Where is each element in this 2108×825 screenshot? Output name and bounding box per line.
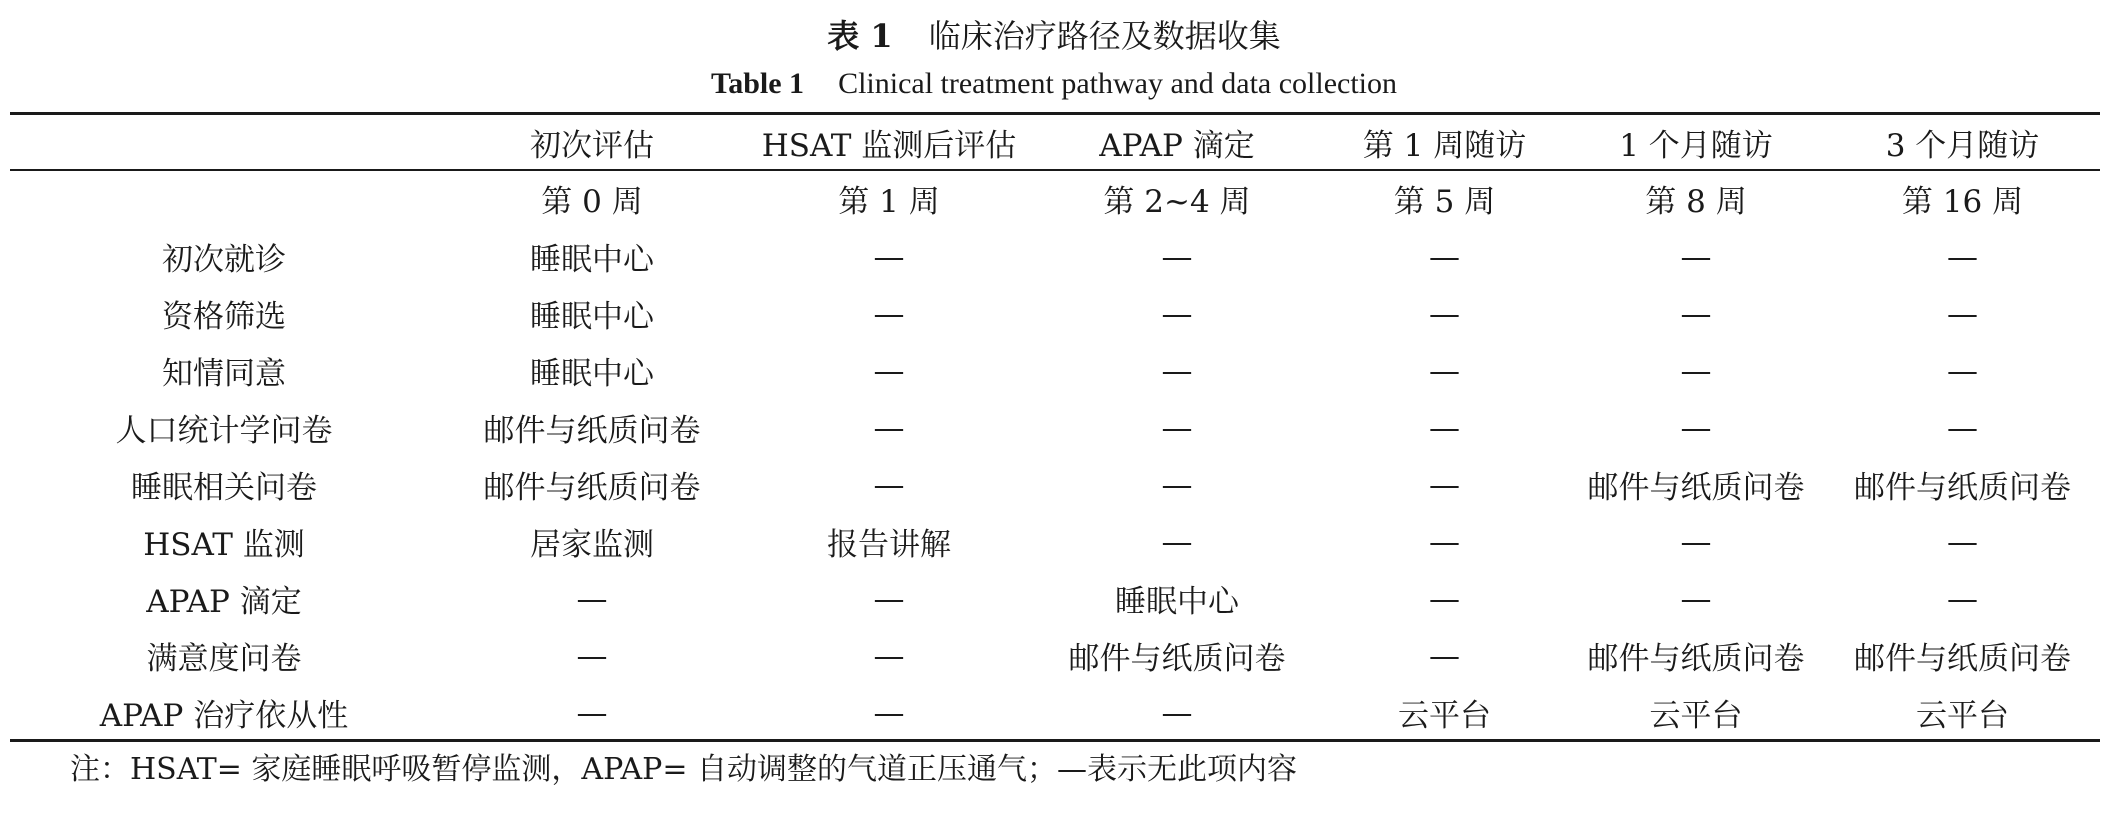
week-cell: 第 8 周 <box>1645 184 1747 220</box>
row-label: 知情同意 <box>162 356 286 392</box>
table-cell: — <box>873 352 905 389</box>
table-cell: — <box>1947 352 1978 389</box>
table-cell: — <box>1429 523 1460 560</box>
pathway-table <box>10 115 2100 741</box>
row-label: 人口统计学问卷 <box>115 413 333 449</box>
column-header: 初次评估 <box>530 127 654 164</box>
table-cell: — <box>1429 580 1460 617</box>
row-label: APAP 治疗依从性 <box>99 698 349 734</box>
table-cell: 报告讲解 <box>827 527 951 563</box>
table-cell: — <box>1429 295 1460 332</box>
table-caption-english <box>0 62 2108 106</box>
table-cell: 邮件与纸质问卷 <box>1854 641 2071 677</box>
row-label: 满意度问卷 <box>146 641 302 677</box>
table-cell: — <box>1161 409 1193 446</box>
table-cell: 邮件与纸质问卷 <box>1854 470 2071 506</box>
week-cell: 第 5 周 <box>1393 184 1496 220</box>
table-caption-chinese <box>0 12 2108 60</box>
table-cell: 睡眠中心 <box>530 242 654 278</box>
column-header <box>10 115 438 169</box>
table-cell: — <box>576 637 608 674</box>
table-cell: 云平台 <box>1398 698 1491 734</box>
table-cell: — <box>1947 409 1978 446</box>
table-cell: 邮件与纸质问卷 <box>1068 641 1286 677</box>
week-cell: 第 2~4 周 <box>1103 184 1251 220</box>
table-cell: — <box>1429 352 1460 389</box>
table-row <box>10 342 2100 399</box>
table-header-row <box>10 115 2100 169</box>
column-header: 1 个月随访 <box>1619 127 1773 164</box>
row-label: 资格筛选 <box>162 299 286 335</box>
row-label: APAP 滴定 <box>146 584 302 620</box>
table-cell: — <box>1429 409 1460 446</box>
table-footnote: 注：HSAT= 家庭睡眠呼吸暂停监测，APAP= 自动调整的气道正压通气；—表示无此项内容 <box>70 752 1298 787</box>
table-cell: 睡眠中心 <box>530 356 654 392</box>
table-cell: — <box>1947 523 1978 560</box>
table-cell: 邮件与纸质问卷 <box>1587 470 1805 506</box>
table-cell: — <box>873 238 905 275</box>
table-row <box>10 627 2100 684</box>
table-row <box>10 228 2100 285</box>
table-title-english: Clinical treatment pathway and data collection <box>838 67 1398 100</box>
column-header: 第 1 周随访 <box>1362 127 1527 164</box>
table-cell: — <box>1429 466 1460 503</box>
table-cell: 邮件与纸质问卷 <box>483 413 701 449</box>
table-cell: — <box>1680 409 1712 446</box>
table-cell: — <box>1161 523 1193 560</box>
week-row <box>10 169 2100 228</box>
table-cell: — <box>1947 238 1978 275</box>
table-cell: — <box>873 466 905 503</box>
table-cell: — <box>1161 694 1193 731</box>
table-cell: 邮件与纸质问卷 <box>483 470 701 506</box>
table-cell: — <box>873 409 905 446</box>
table-cell: — <box>1947 580 1978 617</box>
column-header: 3 个月随访 <box>1885 127 2040 164</box>
table-row <box>10 399 2100 456</box>
column-header: APAP 滴定 <box>1099 127 1255 164</box>
table-cell: — <box>1429 637 1460 674</box>
table-cell: 云平台 <box>1649 698 1743 734</box>
table-cell: 云平台 <box>1916 698 2009 734</box>
row-label: HSAT 监测 <box>143 527 305 563</box>
table-cell: — <box>1680 523 1712 560</box>
table-cell: — <box>873 295 905 332</box>
table-cell: — <box>1947 295 1978 332</box>
table-cell: — <box>873 637 905 674</box>
table-label-chinese: 表 1 <box>827 17 893 55</box>
table-cell: — <box>1161 352 1193 389</box>
week-cell: 第 16 周 <box>1901 184 2024 220</box>
table-row <box>10 513 2100 570</box>
week-cell: 第 1 周 <box>838 184 940 220</box>
row-label: 初次就诊 <box>162 242 286 278</box>
column-header: HSAT 监测后评估 <box>761 127 1017 164</box>
table-cell: — <box>873 580 905 617</box>
table-cell: — <box>576 580 608 617</box>
table-row <box>10 570 2100 627</box>
table-cell: — <box>1680 238 1712 275</box>
table-cell: — <box>1429 238 1460 275</box>
table-cell: 睡眠中心 <box>530 299 654 335</box>
table-title-chinese: 临床治疗路径及数据收集 <box>928 17 1281 55</box>
table-row <box>10 285 2100 342</box>
table-row <box>10 684 2100 741</box>
week-cell <box>10 169 438 228</box>
table-label-english: Table 1 <box>710 67 805 100</box>
table-cell: 居家监测 <box>530 527 654 563</box>
table-row <box>10 456 2100 513</box>
table-cell: — <box>1161 466 1193 503</box>
table-cell: — <box>1680 580 1712 617</box>
table-cell: — <box>1161 295 1193 332</box>
table-cell: 邮件与纸质问卷 <box>1587 641 1805 677</box>
row-label: 睡眠相关问卷 <box>131 470 317 506</box>
week-cell: 第 0 周 <box>541 184 643 220</box>
table-cell: — <box>1680 352 1712 389</box>
table-cell: 睡眠中心 <box>1115 584 1239 620</box>
table-cell: — <box>1680 295 1712 332</box>
table-cell: — <box>576 694 608 731</box>
table-cell: — <box>1161 238 1193 275</box>
table-cell: — <box>873 694 905 731</box>
